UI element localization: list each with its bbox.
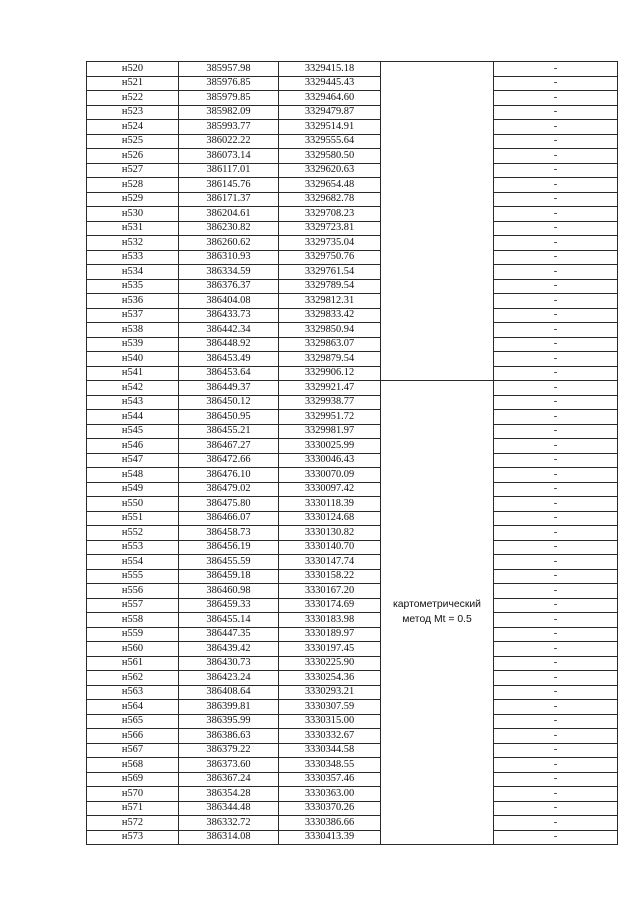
note-cell: - [494,265,618,280]
y-coordinate-cell: 3330130.82 [279,526,381,541]
x-coordinate-cell: 386466.07 [179,511,279,526]
x-coordinate-cell: 386449.37 [179,381,279,396]
table-row [87,352,618,367]
x-coordinate-cell: 386455.14 [179,613,279,628]
note-cell: - [494,91,618,106]
y-coordinate-cell: 3330344.58 [279,743,381,758]
x-coordinate-cell: 386386.63 [179,729,279,744]
note-cell: - [494,236,618,251]
x-coordinate-cell: 386073.14 [179,149,279,164]
point-id-cell: н545 [87,424,179,439]
y-coordinate-cell: 3330140.70 [279,540,381,555]
y-coordinate-cell: 3329580.50 [279,149,381,164]
note-cell: - [494,250,618,265]
y-coordinate-cell: 3330332.67 [279,729,381,744]
table-row [87,163,618,178]
note-cell: - [494,424,618,439]
table-row [87,381,618,396]
y-coordinate-cell: 3329654.48 [279,178,381,193]
x-coordinate-cell: 386373.60 [179,758,279,773]
y-coordinate-cell: 3330158.22 [279,569,381,584]
y-coordinate-cell: 3330370.26 [279,801,381,816]
method-text-line: картометрический [393,599,481,611]
note-cell: - [494,352,618,367]
table-row [87,62,618,77]
x-coordinate-cell: 386476.10 [179,468,279,483]
note-cell: - [494,120,618,135]
point-id-cell: н566 [87,729,179,744]
table-row [87,279,618,294]
y-coordinate-cell: 3329723.81 [279,221,381,236]
x-coordinate-cell: 385993.77 [179,120,279,135]
point-id-cell: н526 [87,149,179,164]
note-cell: - [494,555,618,570]
point-id-cell: н541 [87,366,179,381]
point-id-cell: н555 [87,569,179,584]
x-coordinate-cell: 386204.61 [179,207,279,222]
x-coordinate-cell: 386458.73 [179,526,279,541]
y-coordinate-cell: 3329682.78 [279,192,381,207]
x-coordinate-cell: 386376.37 [179,279,279,294]
note-cell: - [494,192,618,207]
note-cell: - [494,540,618,555]
point-id-cell: н532 [87,236,179,251]
note-cell: - [494,468,618,483]
point-id-cell: н520 [87,62,179,77]
table-row [87,743,618,758]
x-coordinate-cell: 386399.81 [179,700,279,715]
x-coordinate-cell: 386334.59 [179,265,279,280]
x-coordinate-cell: 386460.98 [179,584,279,599]
table-row [87,439,618,454]
note-cell: - [494,671,618,686]
x-coordinate-cell: 385957.98 [179,62,279,77]
coordinates-table [86,61,618,845]
point-id-cell: н537 [87,308,179,323]
table-row [87,366,618,381]
point-id-cell: н530 [87,207,179,222]
table-row [87,482,618,497]
table-row [87,395,618,410]
table-row [87,236,618,251]
x-coordinate-cell: 386395.99 [179,714,279,729]
x-coordinate-cell: 386475.80 [179,497,279,512]
note-cell: - [494,482,618,497]
note-cell: - [494,308,618,323]
note-cell: - [494,816,618,831]
y-coordinate-cell: 3329464.60 [279,91,381,106]
note-cell: - [494,453,618,468]
x-coordinate-cell: 386430.73 [179,656,279,671]
point-id-cell: н540 [87,352,179,367]
table-row [87,526,618,541]
table-row [87,337,618,352]
point-id-cell: н525 [87,134,179,149]
note-cell: - [494,729,618,744]
y-coordinate-cell: 3329445.43 [279,76,381,91]
table-row [87,830,618,845]
table-row [87,424,618,439]
point-id-cell: н558 [87,613,179,628]
table-row [87,714,618,729]
note-cell: - [494,511,618,526]
point-id-cell: н524 [87,120,179,135]
point-id-cell: н538 [87,323,179,338]
table-row [87,323,618,338]
table-row [87,671,618,686]
y-coordinate-cell: 3329789.54 [279,279,381,294]
y-coordinate-cell: 3330363.00 [279,787,381,802]
y-coordinate-cell: 3329833.42 [279,308,381,323]
y-coordinate-cell: 3329708.23 [279,207,381,222]
method-text-line: метод Mt = 0.5 [402,613,472,625]
x-coordinate-cell: 386171.37 [179,192,279,207]
note-cell: - [494,830,618,845]
y-coordinate-cell: 3329863.07 [279,337,381,352]
point-id-cell: н533 [87,250,179,265]
point-id-cell: н572 [87,816,179,831]
point-id-cell: н547 [87,453,179,468]
point-id-cell: н546 [87,439,179,454]
x-coordinate-cell: 385979.85 [179,91,279,106]
table-row [87,772,618,787]
x-coordinate-cell: 386314.08 [179,830,279,845]
x-coordinate-cell: 386310.93 [179,250,279,265]
point-id-cell: н571 [87,801,179,816]
x-coordinate-cell: 386332.72 [179,816,279,831]
y-coordinate-cell: 3329514.91 [279,120,381,135]
table-row [87,642,618,657]
point-id-cell: н548 [87,468,179,483]
table-row [87,105,618,120]
table-row [87,801,618,816]
method-cell [381,381,494,845]
note-cell: - [494,627,618,642]
point-id-cell: н559 [87,627,179,642]
note-cell: - [494,323,618,338]
table-row [87,700,618,715]
x-coordinate-cell: 386447.35 [179,627,279,642]
table-row [87,76,618,91]
note-cell: - [494,395,618,410]
point-id-cell: н561 [87,656,179,671]
y-coordinate-cell: 3330025.99 [279,439,381,454]
table-row [87,816,618,831]
x-coordinate-cell: 386367.24 [179,772,279,787]
x-coordinate-cell: 386408.64 [179,685,279,700]
point-id-cell: н552 [87,526,179,541]
method-cell [381,62,494,381]
y-coordinate-cell: 3330357.46 [279,772,381,787]
table-row [87,308,618,323]
point-id-cell: н565 [87,714,179,729]
x-coordinate-cell: 386453.49 [179,352,279,367]
table-row [87,497,618,512]
y-coordinate-cell: 3330197.45 [279,642,381,657]
y-coordinate-cell: 3329620.63 [279,163,381,178]
y-coordinate-cell: 3329555.64 [279,134,381,149]
table-row [87,91,618,106]
note-cell: - [494,178,618,193]
y-coordinate-cell: 3330189.97 [279,627,381,642]
note-cell: - [494,149,618,164]
point-id-cell: н557 [87,598,179,613]
y-coordinate-cell: 3329415.18 [279,62,381,77]
y-coordinate-cell: 3330147.74 [279,555,381,570]
table-row [87,207,618,222]
table-row [87,627,618,642]
table-row [87,149,618,164]
x-coordinate-cell: 386423.24 [179,671,279,686]
point-id-cell: н529 [87,192,179,207]
x-coordinate-cell: 386404.08 [179,294,279,309]
x-coordinate-cell: 386022.22 [179,134,279,149]
y-coordinate-cell: 3330046.43 [279,453,381,468]
table-row [87,178,618,193]
x-coordinate-cell: 386354.28 [179,787,279,802]
table-row [87,511,618,526]
note-cell: - [494,569,618,584]
note-cell: - [494,366,618,381]
x-coordinate-cell: 386379.22 [179,743,279,758]
point-id-cell: н564 [87,700,179,715]
x-coordinate-cell: 386453.64 [179,366,279,381]
table-row [87,656,618,671]
point-id-cell: н573 [87,830,179,845]
y-coordinate-cell: 3329981.97 [279,424,381,439]
note-cell: - [494,76,618,91]
note-cell: - [494,743,618,758]
table-row [87,584,618,599]
y-coordinate-cell: 3330118.39 [279,497,381,512]
point-id-cell: н563 [87,685,179,700]
x-coordinate-cell: 386145.76 [179,178,279,193]
y-coordinate-cell: 3330174.69 [279,598,381,613]
table-row [87,453,618,468]
coordinates-table-body [87,62,618,845]
note-cell: - [494,685,618,700]
point-id-cell: н570 [87,787,179,802]
point-id-cell: н551 [87,511,179,526]
y-coordinate-cell: 3330167.20 [279,584,381,599]
note-cell: - [494,337,618,352]
y-coordinate-cell: 3329479.87 [279,105,381,120]
y-coordinate-cell: 3330348.55 [279,758,381,773]
x-coordinate-cell: 386448.92 [179,337,279,352]
y-coordinate-cell: 3330124.68 [279,511,381,526]
table-row [87,729,618,744]
table-row [87,540,618,555]
point-id-cell: н542 [87,381,179,396]
table-row [87,221,618,236]
x-coordinate-cell: 386467.27 [179,439,279,454]
x-coordinate-cell: 385982.09 [179,105,279,120]
x-coordinate-cell: 386459.18 [179,569,279,584]
x-coordinate-cell: 386472.66 [179,453,279,468]
note-cell: - [494,62,618,77]
y-coordinate-cell: 3330097.42 [279,482,381,497]
note-cell: - [494,221,618,236]
y-coordinate-cell: 3329921.47 [279,381,381,396]
y-coordinate-cell: 3330386.66 [279,816,381,831]
note-cell: - [494,598,618,613]
table-row [87,134,618,149]
x-coordinate-cell: 386459.33 [179,598,279,613]
table-row [87,192,618,207]
point-id-cell: н544 [87,410,179,425]
x-coordinate-cell: 386455.59 [179,555,279,570]
x-coordinate-cell: 386260.62 [179,236,279,251]
point-id-cell: н531 [87,221,179,236]
note-cell: - [494,105,618,120]
note-cell: - [494,207,618,222]
note-cell: - [494,279,618,294]
point-id-cell: н536 [87,294,179,309]
point-id-cell: н568 [87,758,179,773]
point-id-cell: н528 [87,178,179,193]
y-coordinate-cell: 3329812.31 [279,294,381,309]
table-row [87,294,618,309]
table-row [87,468,618,483]
point-id-cell: н550 [87,497,179,512]
note-cell: - [494,497,618,512]
note-cell: - [494,410,618,425]
x-coordinate-cell: 386439.42 [179,642,279,657]
point-id-cell: н549 [87,482,179,497]
point-id-cell: н560 [87,642,179,657]
note-cell: - [494,294,618,309]
point-id-cell: н554 [87,555,179,570]
point-id-cell: н535 [87,279,179,294]
note-cell: - [494,700,618,715]
note-cell: - [494,439,618,454]
point-id-cell: н539 [87,337,179,352]
table-row [87,569,618,584]
note-cell: - [494,526,618,541]
y-coordinate-cell: 3330183.98 [279,613,381,628]
point-id-cell: н521 [87,76,179,91]
y-coordinate-cell: 3330070.09 [279,468,381,483]
table-row [87,265,618,280]
y-coordinate-cell: 3330254.36 [279,671,381,686]
y-coordinate-cell: 3329761.54 [279,265,381,280]
point-id-cell: н527 [87,163,179,178]
point-id-cell: н534 [87,265,179,280]
table-row [87,598,618,613]
table-row [87,787,618,802]
note-cell: - [494,134,618,149]
point-id-cell: н553 [87,540,179,555]
table-row [87,613,618,628]
y-coordinate-cell: 3330225.90 [279,656,381,671]
note-cell: - [494,163,618,178]
y-coordinate-cell: 3330413.39 [279,830,381,845]
note-cell: - [494,758,618,773]
x-coordinate-cell: 386230.82 [179,221,279,236]
note-cell: - [494,801,618,816]
note-cell: - [494,714,618,729]
x-coordinate-cell: 386479.02 [179,482,279,497]
note-cell: - [494,787,618,802]
y-coordinate-cell: 3329906.12 [279,366,381,381]
point-id-cell: н567 [87,743,179,758]
point-id-cell: н562 [87,671,179,686]
point-id-cell: н556 [87,584,179,599]
y-coordinate-cell: 3330315.00 [279,714,381,729]
table-row [87,758,618,773]
y-coordinate-cell: 3330293.21 [279,685,381,700]
x-coordinate-cell: 386117.01 [179,163,279,178]
note-cell: - [494,381,618,396]
note-cell: - [494,772,618,787]
table-row [87,120,618,135]
x-coordinate-cell: 385976.85 [179,76,279,91]
note-cell: - [494,642,618,657]
table-row [87,685,618,700]
point-id-cell: н523 [87,105,179,120]
note-cell: - [494,584,618,599]
y-coordinate-cell: 3329850.94 [279,323,381,338]
point-id-cell: н522 [87,91,179,106]
x-coordinate-cell: 386450.12 [179,395,279,410]
note-cell: - [494,656,618,671]
y-coordinate-cell: 3329879.54 [279,352,381,367]
x-coordinate-cell: 386455.21 [179,424,279,439]
table-row [87,410,618,425]
table-row [87,250,618,265]
y-coordinate-cell: 3329735.04 [279,236,381,251]
y-coordinate-cell: 3329750.76 [279,250,381,265]
point-id-cell: н543 [87,395,179,410]
x-coordinate-cell: 386442.34 [179,323,279,338]
x-coordinate-cell: 386344.48 [179,801,279,816]
point-id-cell: н569 [87,772,179,787]
y-coordinate-cell: 3329951.72 [279,410,381,425]
y-coordinate-cell: 3329938.77 [279,395,381,410]
y-coordinate-cell: 3330307.59 [279,700,381,715]
note-cell: - [494,613,618,628]
x-coordinate-cell: 386433.73 [179,308,279,323]
x-coordinate-cell: 386450.95 [179,410,279,425]
table-row [87,555,618,570]
x-coordinate-cell: 386456.19 [179,540,279,555]
